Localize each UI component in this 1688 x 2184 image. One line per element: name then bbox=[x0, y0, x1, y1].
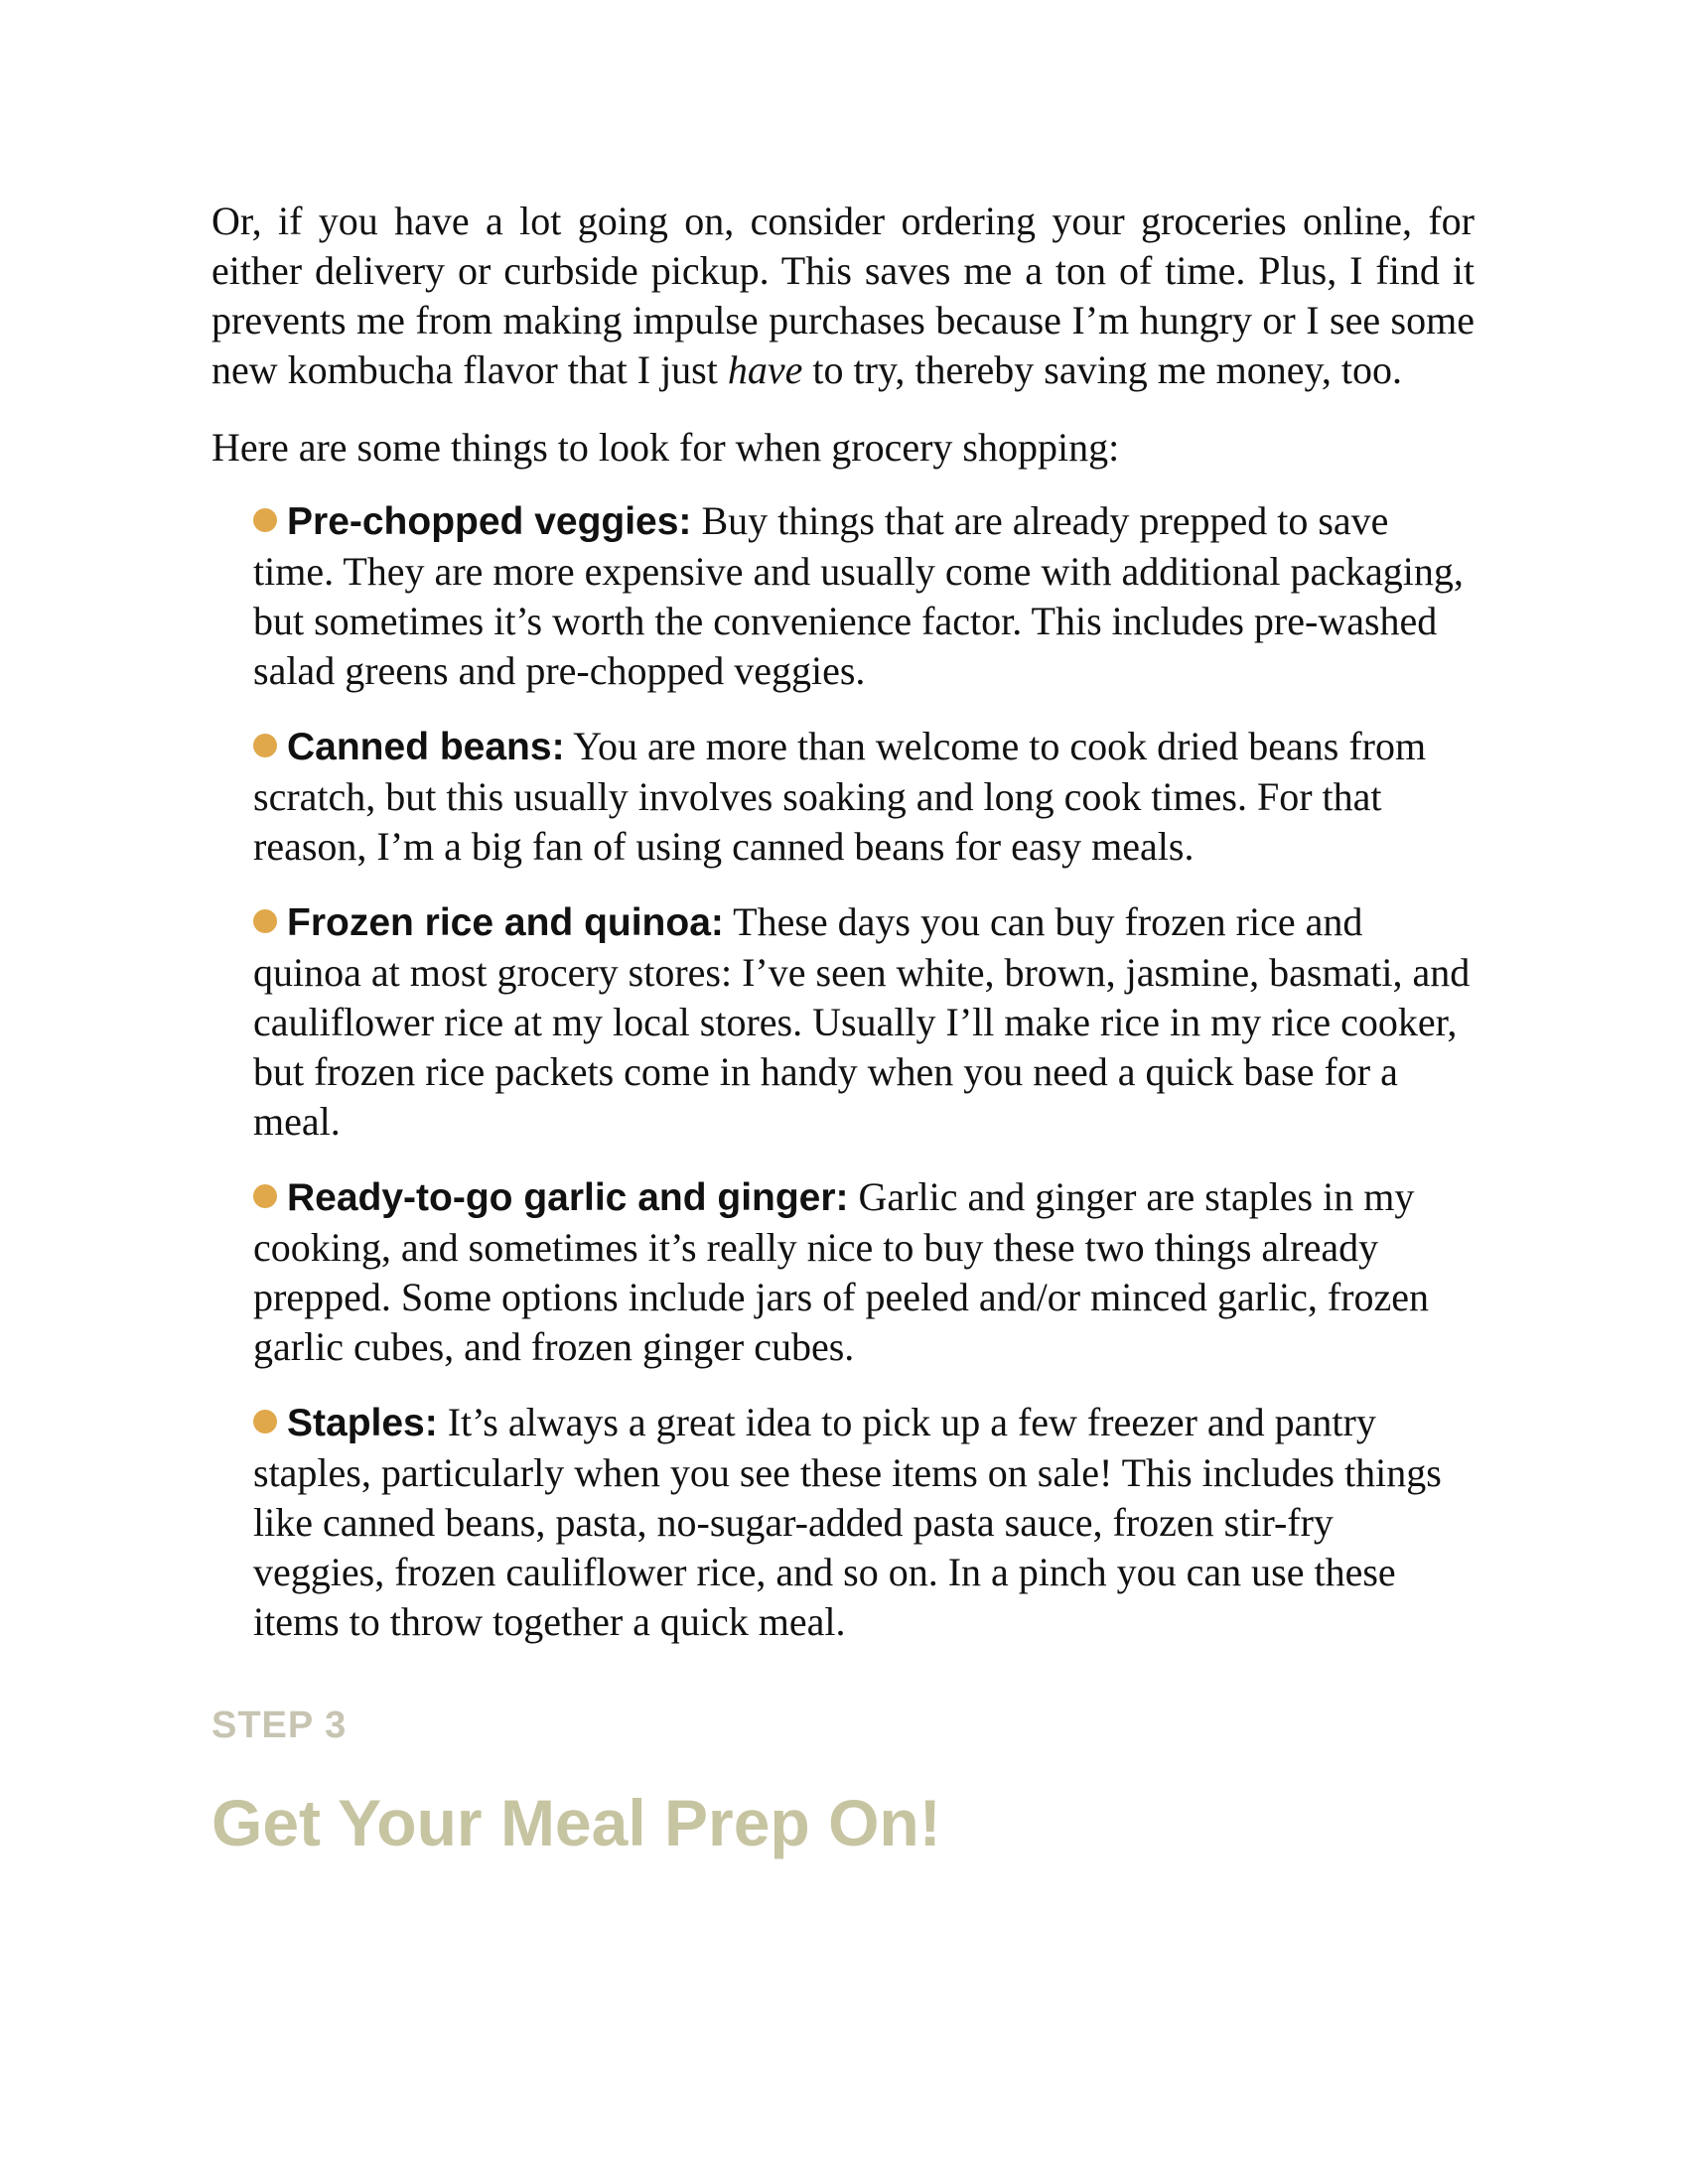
list-item bbox=[253, 1172, 1475, 1372]
bullet-term: Ready-to-go garlic and ginger: bbox=[287, 1176, 849, 1219]
step-label: STEP 3 bbox=[211, 1705, 348, 1746]
bullet-text: These days you can buy frozen rice and quinoa at most grocery stores: I’ve seen white, brown, jasmine, basmati, and cauliflower rice at my local stores. Usually I’ll make rice in my rice cooker, but frozen rice packets come in handy when you need a quick base for a meal. bbox=[253, 899, 1471, 1144]
intro-emphasis: have bbox=[727, 347, 803, 392]
bullet-dot-icon bbox=[253, 909, 277, 933]
bullet-term: Frozen rice and quinoa: bbox=[287, 901, 724, 944]
bullet-text: It’s always a great idea to pick up a few freezer and pantry staples, particularly when you see these items on sale! This includes things like canned beans, pasta, no-sugar-added pasta sauce, frozen stir-fry veggies, frozen cauliflower rice, and so on. In a pinch you can use these items to throw together a quick meal. bbox=[253, 1400, 1442, 1644]
intro-paragraph bbox=[211, 197, 1475, 395]
bullet-text: Buy things that are already prepped to save time. They are more expensive and usually come with additional packaging, but sometimes it’s worth the convenience factor. This includes pre-washed salad greens and pre-chopped veggies. bbox=[253, 498, 1464, 693]
document-page bbox=[211, 197, 1475, 1860]
list-item bbox=[253, 496, 1475, 696]
section-title: Get Your Meal Prep On! bbox=[211, 1786, 941, 1859]
bullet-dot-icon bbox=[253, 508, 277, 532]
intro-text-end: to try, thereby saving me money, too. bbox=[802, 347, 1402, 392]
bullet-dot-icon bbox=[253, 1184, 277, 1208]
shopping-tips-list bbox=[253, 496, 1475, 1647]
list-item bbox=[253, 897, 1475, 1147]
bullet-term: Canned beans: bbox=[287, 726, 565, 768]
list-item bbox=[253, 722, 1475, 872]
bullet-term: Pre-chopped veggies: bbox=[287, 500, 692, 543]
list-lead-paragraph: Here are some things to look for when grocery shopping: bbox=[211, 425, 1120, 470]
list-item bbox=[253, 1398, 1475, 1647]
bullet-text: You are more than welcome to cook dried beans from scratch, but this usually involves soaking and long cook times. For that reason, I’m a big fan of using canned beans for easy meals. bbox=[253, 724, 1427, 869]
intro-text-start: Or, if you have a lot going on, consider ordering your groceries online, for either delivery or curbside pickup. This saves me a ton of time. Plus, I find it prevents me from making impulse purchases because I’m hungry or I see some new kombucha flavor that I just bbox=[211, 199, 1475, 392]
bullet-term: Staples: bbox=[287, 1402, 438, 1444]
bullet-dot-icon bbox=[253, 1410, 277, 1433]
bullet-dot-icon bbox=[253, 734, 277, 757]
bullet-text: Garlic and ginger are staples in my cooking, and sometimes it’s really nice to buy these two things already prepped. Some options include jars of peeled and/or minced garlic, frozen garlic cubes, and frozen ginger cubes. bbox=[253, 1174, 1430, 1369]
